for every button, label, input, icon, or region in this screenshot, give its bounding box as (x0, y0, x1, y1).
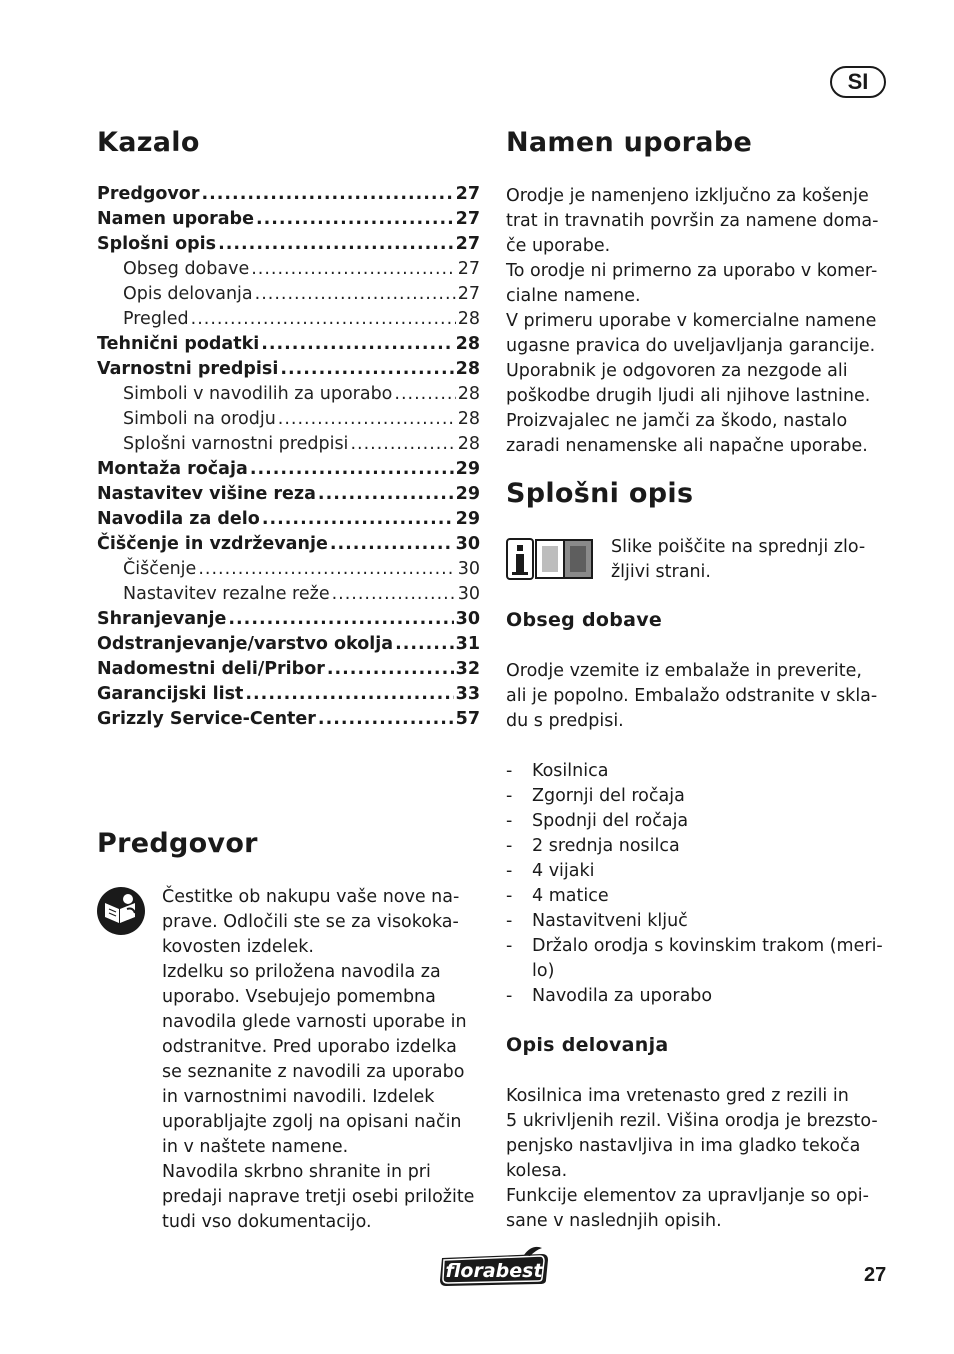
text-line: trat in travnatih površin za namene doma- (506, 211, 879, 231)
list-item-text (532, 759, 608, 784)
toc-entry-label: Pregled (123, 309, 189, 329)
text-line: Orodje je namenjeno izključno za košenje (506, 186, 869, 206)
list-item-text (532, 909, 688, 934)
toc-entry-label: Tehnični podatki (97, 334, 260, 354)
toc-entry-label: Navodila za delo (97, 509, 260, 529)
table-of-contents (97, 182, 480, 732)
toc-entry-page: 30 (457, 584, 480, 604)
list-item-text (532, 984, 712, 1009)
toc-leader (262, 507, 454, 532)
list-item (506, 784, 883, 809)
text-line: in v naštete namene. (162, 1137, 349, 1157)
toc-entry (97, 707, 480, 732)
toc-entry-page: 28 (457, 309, 480, 329)
toc-entry-page: 27 (455, 209, 480, 229)
namen-text (506, 184, 878, 459)
toc-entry-page: 30 (455, 609, 480, 629)
toc-leader (245, 682, 453, 707)
text-line: kovosten izdelek. (162, 937, 314, 957)
toc-leader (250, 457, 454, 482)
text-line: tudi vso dokumentacijo. (162, 1212, 372, 1232)
toc-entry-label: Shranjevanje (97, 609, 227, 629)
list-dash: - (506, 761, 513, 781)
toc-entry (97, 582, 480, 607)
text-line: prave. Odločili ste se za visokoka- (162, 912, 459, 932)
toc-entry-page: 33 (455, 684, 480, 704)
toc-entry-label: Namen uporabe (97, 209, 254, 229)
list-item (506, 859, 883, 884)
info-see-fold-out-icon (506, 536, 594, 582)
toc-leader (350, 432, 455, 457)
toc-entry-page: 28 (457, 434, 480, 454)
text-line: ugasne pravica do uveljavljanja garancije. (506, 336, 876, 356)
text-line: poškodbe drugih ljudi ali njihove lastnine. (506, 386, 871, 406)
text-line: Funkcije elementov za upravljanje so opi- (506, 1186, 869, 1206)
text-line: zaradi nenamenske ali napačne uporabe. (506, 436, 868, 456)
text-line: Čestitke ob nakupu vaše nove na- (162, 887, 460, 907)
list-item (506, 909, 883, 934)
toc-entry-page: 27 (457, 259, 480, 279)
toc-entry-label: Simboli na orodju (123, 409, 276, 429)
list-dash: - (506, 836, 513, 856)
text-line: 5 ukrivljenih rezil. Višina orodja je brezsto- (506, 1111, 878, 1131)
toc-entry-page: 29 (455, 509, 480, 529)
text-line: Slike poiščite na sprednji zlo- (611, 537, 866, 557)
toc-leader (198, 557, 455, 582)
list-item-text (532, 884, 609, 909)
toc-entry-label: Čiščenje in vzdrževanje (97, 534, 328, 554)
obseg-text (506, 659, 877, 734)
page-number: 27 (864, 1264, 887, 1286)
toc-entry-label: Nastavitev višine reza (97, 484, 316, 504)
list-item (506, 809, 883, 834)
language-badge: SI (830, 66, 886, 98)
toc-entry-label: Obseg dobave (123, 259, 250, 279)
florabest-logo (438, 1246, 552, 1288)
toc-entry (97, 682, 480, 707)
toc-entry (97, 282, 480, 307)
toc-entry-page: 28 (457, 384, 480, 404)
toc-entry-label: Odstranjevanje/varstvo okolja (97, 634, 394, 654)
toc-entry (97, 507, 480, 532)
toc-entry-label: Nadomestni deli/Pribor (97, 659, 325, 679)
toc-leader (255, 282, 456, 307)
toc-entry (97, 307, 480, 332)
list-item-line: Spodnji del ročaja (532, 811, 689, 831)
list-item-line: Držalo orodja s kovinskim trakom (meri- (532, 936, 883, 956)
list-item-line: 4 vijaki (532, 861, 595, 881)
toc-entry-label: Montaža ročaja (97, 459, 248, 479)
supply-list (506, 759, 883, 1009)
toc-entry-page: 29 (455, 459, 480, 479)
toc-entry (97, 432, 480, 457)
list-item-line: Navodila za uporabo (532, 986, 713, 1006)
text-line: navodila glede varnosti uporabe in (162, 1012, 467, 1032)
text-line: Izdelku so priložena navodila za (162, 962, 441, 982)
text-line: Kosilnica ima vretenasto gred z rezili in (506, 1086, 849, 1106)
list-item-text (532, 934, 883, 984)
list-item-line: 4 matice (532, 886, 609, 906)
toc-entry-page: 57 (455, 709, 480, 729)
opis-title: Opis delovanja (506, 1034, 669, 1056)
list-item-line: Zgornji del ročaja (532, 786, 685, 806)
toc-entry-page: 27 (455, 234, 480, 254)
toc-leader (327, 657, 454, 682)
toc-leader (318, 707, 454, 732)
toc-leader (191, 307, 456, 332)
text-line: sane v naslednjih opisih. (506, 1211, 722, 1231)
toc-entry-label: Garancijski list (97, 684, 244, 704)
toc-entry (97, 532, 480, 557)
text-line: kolesa. (506, 1161, 568, 1181)
toc-leader (251, 257, 456, 282)
text-line: se seznanite z navodili za uporabo (162, 1062, 465, 1082)
list-dash: - (506, 861, 513, 881)
toc-entry (97, 607, 480, 632)
list-item (506, 759, 883, 784)
text-line: Uporabnik je odgovoren za nezgode ali (506, 361, 848, 381)
toc-entry (97, 407, 480, 432)
text-line: če uporabe. (506, 236, 611, 256)
toc-leader (228, 607, 453, 632)
text-line: cialne namene. (506, 286, 641, 306)
text-line: odstranitve. Pred uporabo izdelka (162, 1037, 457, 1057)
text-line: Navodila skrbno shranite in pri (162, 1162, 431, 1182)
toc-leader (330, 532, 454, 557)
toc-entry-label: Varnostni predpisi (97, 359, 279, 379)
list-item-line: lo) (532, 961, 555, 981)
toc-entry-label: Splošni varnostni predpisi (123, 434, 349, 454)
text-line: uporabo. Vsebujejo pomembna (162, 987, 436, 1007)
splosni-note (611, 535, 865, 585)
toc-entry (97, 382, 480, 407)
toc-entry (97, 632, 480, 657)
toc-entry-label: Predgovor (97, 184, 200, 204)
toc-entry-label: Opis delovanja (123, 284, 253, 304)
logo-text: florabest (445, 1260, 543, 1282)
text-line: Orodje vzemite iz embalaže in preverite, (506, 661, 862, 681)
text-line: Proizvajalec ne jamči za škodo, nastalo (506, 411, 848, 431)
toc-leader (261, 332, 453, 357)
toc-entry-label: Simboli v navodilih za uporabo (123, 384, 393, 404)
toc-entry (97, 332, 480, 357)
text-line: du s predpisi. (506, 711, 624, 731)
toc-entry-page: 27 (455, 184, 480, 204)
list-dash: - (506, 911, 513, 931)
toc-entry-label: Splošni opis (97, 234, 217, 254)
toc-entry-page: 27 (457, 284, 480, 304)
text-line: predaji naprave tretji osebi priložite (162, 1187, 475, 1207)
toc-leader (394, 382, 455, 407)
toc-entry (97, 357, 480, 382)
toc-leader (218, 232, 454, 257)
toc-entry (97, 657, 480, 682)
list-item-text (532, 809, 688, 834)
list-dash: - (506, 936, 513, 956)
toc-entry (97, 482, 480, 507)
text-line: penjsko nastavljiva in ima gladko tekoča (506, 1136, 861, 1156)
toc-entry-label: Grizzly Service-Center (97, 709, 316, 729)
toc-leader (332, 582, 456, 607)
list-dash: - (506, 986, 513, 1006)
predgovor-text (162, 885, 474, 1235)
toc-leader (256, 207, 454, 232)
toc-entry-page: 28 (455, 359, 480, 379)
opis-text (506, 1084, 878, 1234)
list-item (506, 934, 883, 984)
text-line: ali je popolno. Embalažo odstranite v skla- (506, 686, 878, 706)
list-dash: - (506, 811, 513, 831)
list-dash: - (506, 886, 513, 906)
list-item (506, 884, 883, 909)
text-line: V primeru uporabe v komercialne namene (506, 311, 877, 331)
toc-title: Kazalo (97, 127, 200, 158)
toc-leader (278, 407, 456, 432)
toc-leader (201, 182, 453, 207)
toc-leader (280, 357, 453, 382)
text-line: To orodje ni primerno za uporabo v komer- (506, 261, 878, 281)
predgovor-title: Predgovor (97, 828, 258, 859)
toc-entry (97, 557, 480, 582)
obseg-title: Obseg dobave (506, 609, 663, 631)
toc-entry-page: 31 (455, 634, 480, 654)
text-line: uporabljajte zgolj na opisani način (162, 1112, 462, 1132)
list-item (506, 834, 883, 859)
toc-entry-label: Čiščenje (123, 559, 197, 579)
splosni-title: Splošni opis (506, 478, 694, 509)
list-item-line: Kosilnica (532, 761, 609, 781)
toc-leader (318, 482, 454, 507)
toc-entry-page: 32 (455, 659, 480, 679)
list-item-line: Nastavitveni ključ (532, 911, 688, 931)
toc-entry (97, 257, 480, 282)
text-line: žljivi strani. (611, 562, 711, 582)
list-item-text (532, 834, 680, 859)
toc-entry (97, 182, 480, 207)
toc-entry-page: 30 (457, 559, 480, 579)
namen-title: Namen uporabe (506, 127, 753, 158)
toc-entry (97, 207, 480, 232)
toc-entry-label: Nastavitev rezalne reže (123, 584, 330, 604)
list-item-line: 2 srednja nosilca (532, 836, 680, 856)
toc-entry (97, 232, 480, 257)
read-manual-icon (97, 887, 145, 935)
list-item-text (532, 859, 595, 884)
toc-entry-page: 30 (455, 534, 480, 554)
list-item (506, 984, 883, 1009)
toc-entry (97, 457, 480, 482)
toc-entry-page: 29 (455, 484, 480, 504)
text-line: in varnostnimi navodili. Izdelek (162, 1087, 435, 1107)
list-dash: - (506, 786, 513, 806)
toc-entry-page: 28 (455, 334, 480, 354)
toc-leader (395, 632, 454, 657)
list-item-text (532, 784, 685, 809)
toc-entry-page: 28 (457, 409, 480, 429)
